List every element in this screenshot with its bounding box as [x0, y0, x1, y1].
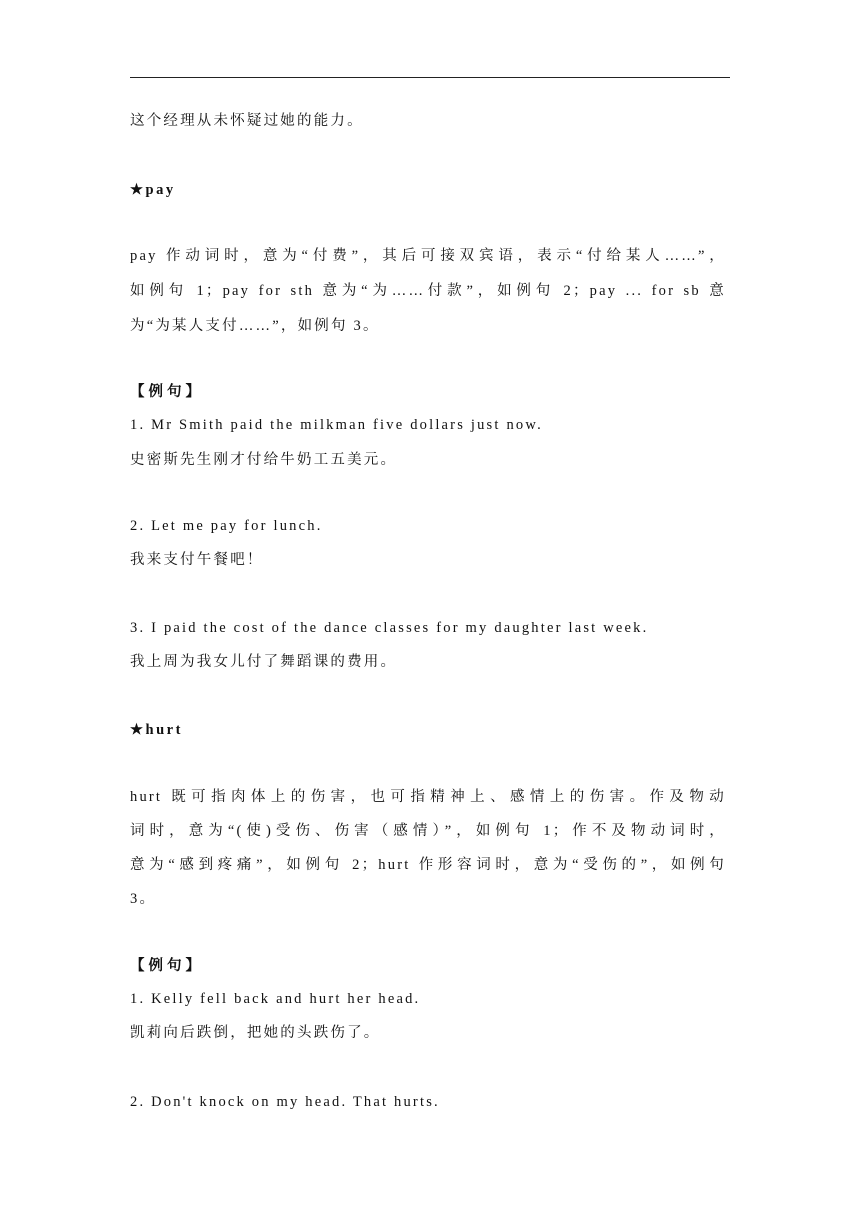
pay-explanation-line-1: pay 作动词时，意为“付费”，其后可接双宾语，表示“付给某人……”，: [130, 248, 726, 264]
section-heading-pay: ★pay: [130, 182, 176, 198]
pay-explanation-line-2: 如例句 1；pay for sth 意为“为……付款”，如例句 2；pay ... for sb 意: [130, 283, 726, 299]
hurt-explanation-line-1: hurt 既可指肉体上的伤害，也可指精神上、感情上的伤害。作及物动: [130, 789, 726, 805]
pay-examples-label: 【例句】: [130, 384, 204, 400]
pay-example-3-en: 3. I paid the cost of the dance classes for my daughter last week.: [130, 620, 649, 636]
pay-example-2-zh: 我来支付午餐吧！: [130, 552, 264, 568]
hurt-example-2-en: 2. Don't knock on my head. That hurts.: [130, 1094, 440, 1110]
section-heading-hurt: ★hurt: [130, 722, 183, 738]
pay-example-2-en: 2. Let me pay for lunch.: [130, 518, 323, 534]
pay-example-1-en: 1. Mr Smith paid the milkman five dollars just now.: [130, 417, 543, 433]
pay-explanation-line-3: 为“为某人支付……”，如例句 3。: [130, 318, 380, 334]
hurt-examples-label: 【例句】: [130, 958, 204, 974]
header-rule: [130, 77, 730, 78]
pay-example-1-zh: 史密斯先生刚才付给牛奶工五美元。: [130, 452, 398, 468]
hurt-explanation-line-2: 词时，意为“(使)受伤、伤害（感情）”，如例句 1；作不及物动词时，: [130, 823, 726, 839]
pay-example-3-zh: 我上周为我女儿付了舞蹈课的费用。: [130, 654, 398, 670]
hurt-example-1-en: 1. Kelly fell back and hurt her head.: [130, 991, 421, 1007]
hurt-explanation-line-3: 意为“感到疼痛”，如例句 2；hurt 作形容词时，意为“受伤的”，如例句: [130, 857, 726, 873]
hurt-explanation-line-4: 3。: [130, 891, 157, 907]
hurt-example-1-zh: 凯莉向后跌倒，把她的头跌伤了。: [130, 1025, 381, 1041]
intro-sentence: 这个经理从未怀疑过她的能力。: [130, 113, 364, 129]
